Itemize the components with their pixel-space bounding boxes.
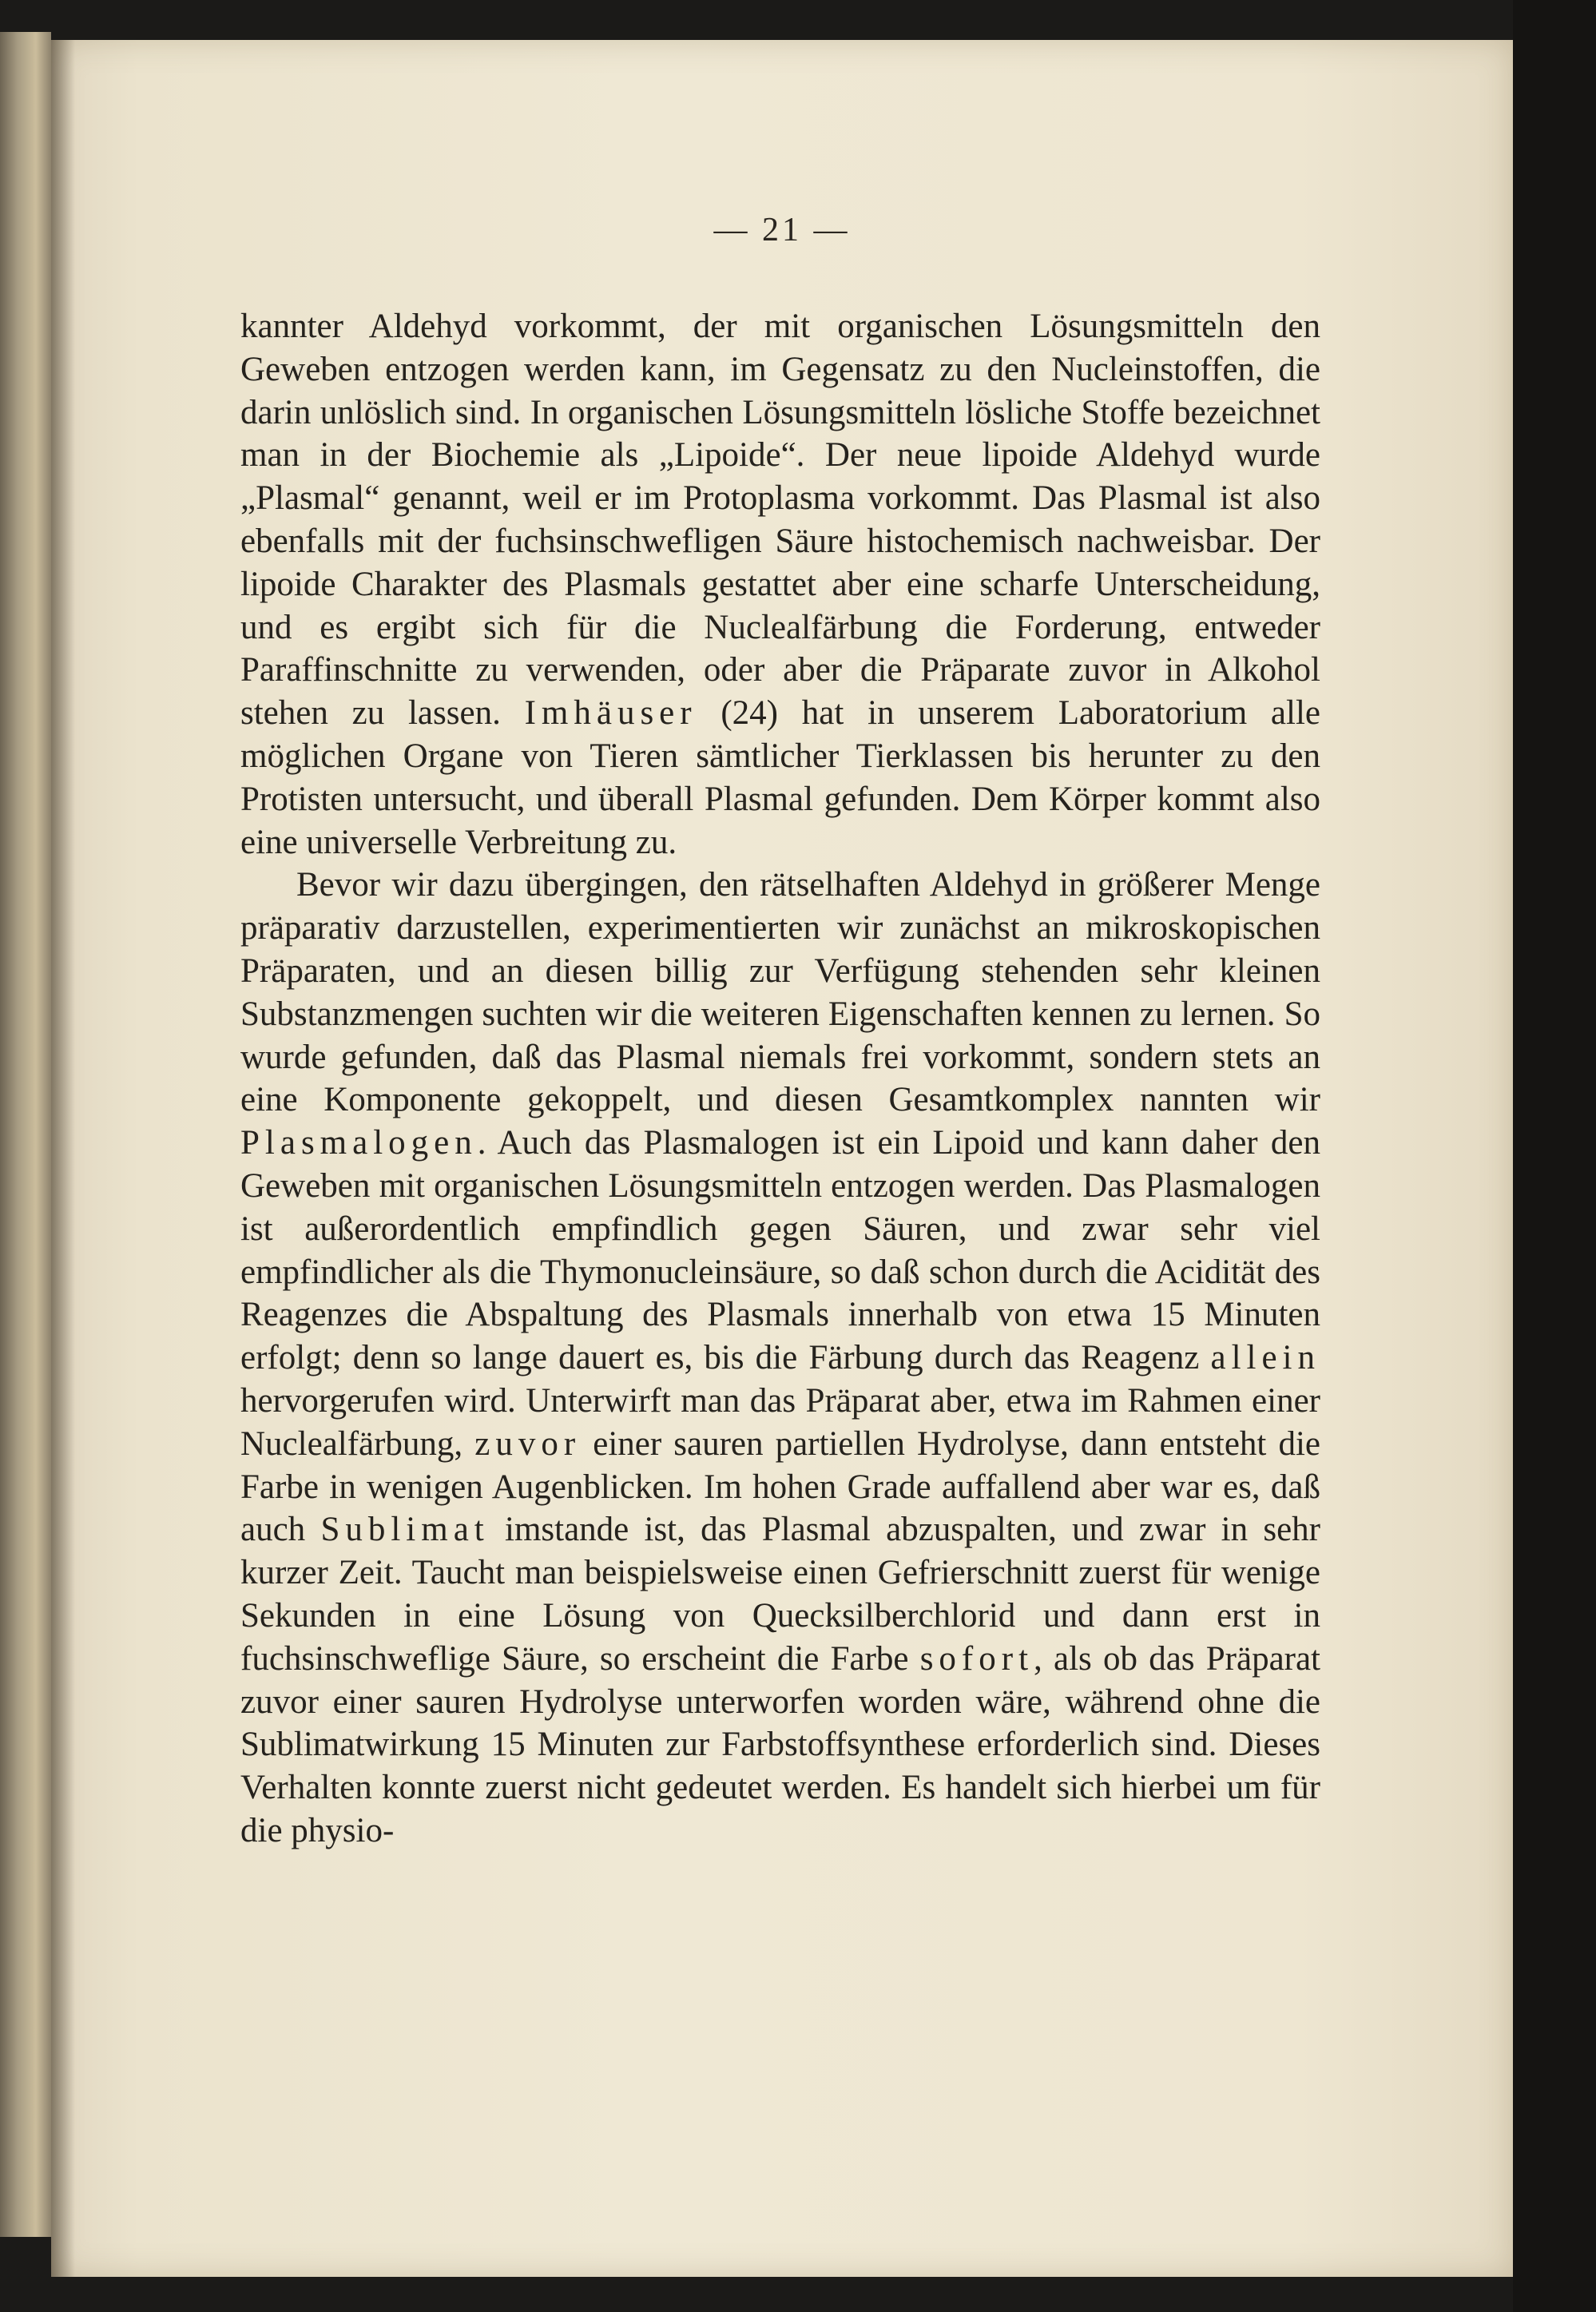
spaced-emphasis: Imhäuser [524,694,697,733]
page-gutter-shadow [51,40,75,2277]
book-page [51,40,1513,2277]
text-run: imstande ist, das Plasmal abzuspalten, und zwar in sehr kurzer Zeit. Taucht man beispielsweise einen Gefrierschnitt zuerst für wenige Sekunden in eine Lösung von Quecksilberchlorid und dann erst in fuchsinschweflige Säure, so erscheint die Farbe [240,1511,1321,1678]
body-text [240,305,1320,1853]
text-run: , als ob das Präparat zuvor einer sauren Hydrolyse unterworfen worden wäre, während ohne die Sublimatwirkung 15 Minuten zur Farbstoffsynthese erforderlich sind. Dieses Verhalten konnte zuerst nicht gedeutet werden. Es handelt sich hierbei um für die physio- [240,1639,1321,1849]
spaced-emphasis: allein [1210,1339,1320,1377]
spaced-emphasis: sofort [919,1639,1034,1678]
paragraph-2 [240,864,1320,1852]
spaced-emphasis: Plasmalogen [240,1124,478,1162]
spaced-emphasis: zuvor [474,1424,582,1463]
text-run: (24) hat in unserem Laboratorium alle möglichen Organe von Tieren sämtlicher Tierklassen bis herunter zu den Protisten untersucht, und überall Plasmal gefunden. Dem Körper kommt also eine universelle Verbreitung zu. [240,694,1320,861]
text-run: . Auch das Plasmalogen ist ein Lipoid und kann daher den Geweben mit organischen Lösungsmitteln entzogen werden. Das Plasmalogen ist außerordentlich empfindlich gegen Säuren, und zwar sehr viel empfindlicher als die Thymonucleinsäure, so daß schon durch die Acidität des Reagenzes die Abspaltung des Plasmals innerhalb von etwa 15 Minuten erfolgt; denn so lange dauert es, bis die Färbung durch das Reagenz [240,1124,1320,1377]
paragraph-1 [240,305,1320,864]
scan-background-edge [1513,0,1596,2312]
text-run: hervorgerufen wird. Unterwirft man das Präparat aber, etwa im Rahmen einer Nuclealfärbung, [240,1381,1320,1463]
text-run: einer sauren partiellen Hydrolyse, dann entsteht die Farbe in wenigen Augenblicken. Im hohen Grade auffallend aber war es, daß auch [240,1424,1320,1549]
text-run: kannter Aldehyd vorkommt, der mit organischen Lösungsmitteln den Geweben entzogen werden kann, im Gegensatz zu den Nucleinstoffen, die darin unlöslich sind. In organischen Lösungsmitteln lösliche Stoffe bezeichnet man in der Biochemie als „Lipoide“. Der neue lipoide Aldehyd wurde „Plasmal“ genannt, weil er im Protoplasma vorkommt. Das Plasmal ist also ebenfalls mit der fuchsinschwefligen Säure histochemisch nachweisbar. Der lipoide Charakter des Plasmals gestattet aber eine scharfe Unterscheidung, und es ergibt sich für die Nuclealfärbung die Forderung, entweder Paraffinschnitte zu verwenden, oder aber die Präparate zuvor in Alkohol stehen zu lassen. [240,308,1320,733]
previous-page-edge [0,32,51,2237]
page-number: — 21 — [713,212,851,248]
spaced-emphasis: Sublimat [320,1511,490,1549]
text-run: Bevor wir dazu übergingen, den rätselhaften Aldehyd in größerer Menge präparativ darzustellen, experimentierten wir zunächst an mikroskopischen Präparaten, und an diesen billig zur Verfügung stehenden sehr kleinen Substanzmengen suchten wir die weiteren Eigenschaften kennen zu lernen. So wurde gefunden, daß das Plasmal niemals frei vorkommt, sondern stets an eine Komponente gekoppelt, und diesen Gesamtkomplex nannten wir [240,866,1320,1119]
